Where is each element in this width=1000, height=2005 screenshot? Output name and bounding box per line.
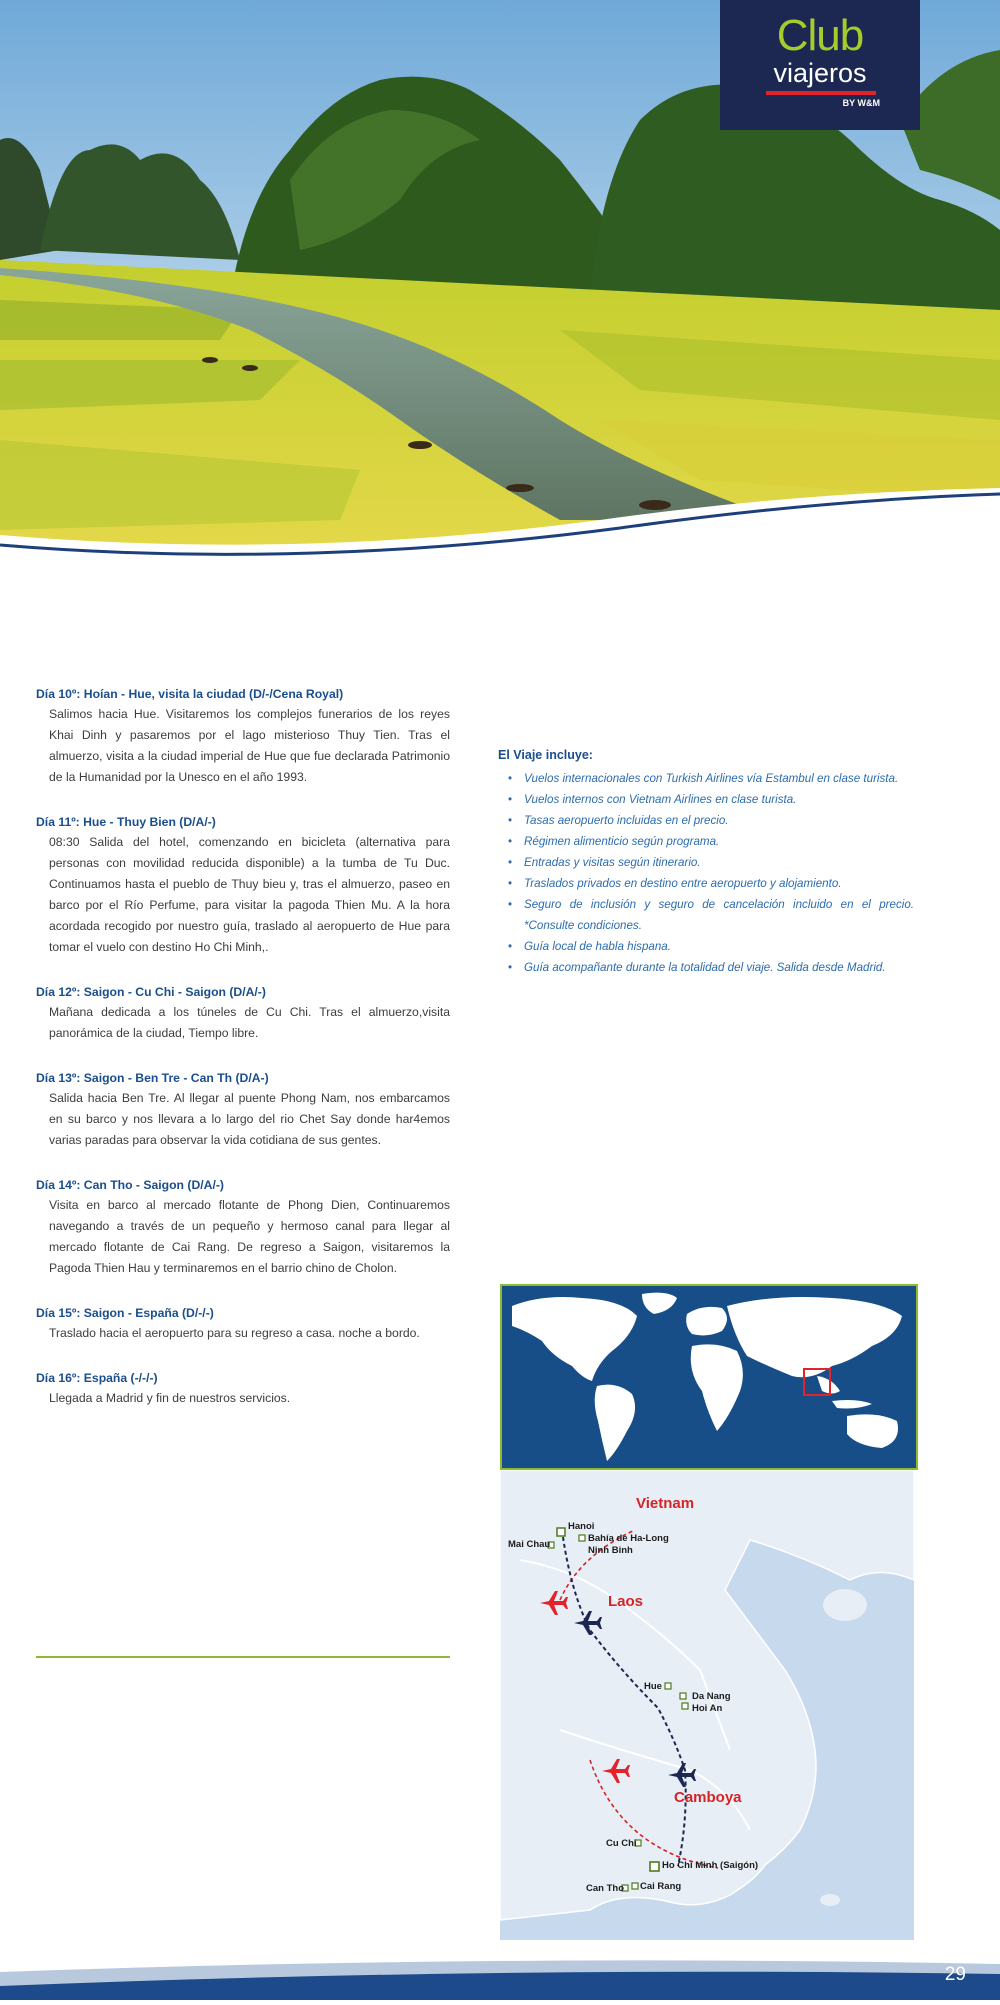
trip-includes xyxy=(498,746,914,978)
city-label-can-tho: Can Tho xyxy=(586,1883,624,1894)
city-label-hue: Hue xyxy=(644,1681,662,1692)
include-item: • Guía local de habla hispana. xyxy=(524,936,914,957)
navy-plane-icon xyxy=(572,1608,602,1638)
itinerary-day xyxy=(36,1175,450,1279)
route-map xyxy=(500,1470,914,1940)
day-title: Día 11º: Hue - Thuy Bien (D/A/-) xyxy=(36,815,216,829)
include-item: • Seguro de inclusión y seguro de cancelación incluido en el precio. *Consulte condiciones. xyxy=(524,894,914,936)
include-item: • Tasas aeropuerto incluidas en el precio. xyxy=(524,810,914,831)
city-label-cai-rang: Cai Rang xyxy=(640,1881,682,1892)
red-plane-icon xyxy=(600,1756,630,1786)
country-label-camboya: Camboya xyxy=(674,1789,742,1806)
day-description: Salida hacia Ben Tre. Al llegar al puente Phong Nam, nos embarcamos en su barco y nos llevara a lo largo del rio Chet Say donde har4emos varias paradas para observar la vida cotidiana de sus gentes. xyxy=(49,1091,450,1147)
divider-line xyxy=(36,1656,450,1658)
day-title: Día 12º: Saigon - Cu Chi - Saigon (D/A/-) xyxy=(36,985,266,999)
day-title: Día 10º: Hoían - Hue, visita la ciudad (D/-/Cena Royal) xyxy=(36,687,344,701)
include-item: • Guía acompañante durante la totalidad del viaje. Salida desde Madrid. xyxy=(524,957,914,978)
itinerary-day xyxy=(36,1368,450,1409)
red-plane-icon xyxy=(538,1588,568,1618)
city-label-cu-chi: Cu Chi xyxy=(606,1838,637,1849)
footer-wave xyxy=(0,1950,1000,2000)
day-description: Visita en barco al mercado flotante de Phong Dien, Continuaremos navegando a través de un pequeño y hermoso canal para llegar al mercado flotante de Cai Rang. De regreso a Saigon, visitaremos la Pagoda Thien Hau y terminaremos en el barrio chino de Cholon. xyxy=(49,1198,450,1275)
footer-band xyxy=(0,1950,1000,2000)
day-title: Día 13º: Saigon - Ben Tre - Can Th (D/A-) xyxy=(36,1071,269,1085)
day-title: Día 15º: Saigon - España (D/-/-) xyxy=(36,1306,214,1320)
city-label-ho-chi-minh: Ho Chi Minh (Saigón) xyxy=(662,1860,759,1871)
includes-list xyxy=(498,768,914,978)
world-map xyxy=(500,1284,918,1470)
club-viajeros-logo xyxy=(720,0,920,130)
day-description: Salimos hacia Hue. Visitaremos los complejos funerarios de los reyes Khai Dinh y pasaremos por el lago misterioso Thuy Tien. Tras el almuerzo, visita a la ciudad imperial de Hue que fue declarada Patrimonio de la Humanidad por la Unesco en el año 1993. xyxy=(49,707,450,784)
itinerary-day xyxy=(36,982,450,1044)
logo-viajeros: viajeros xyxy=(773,58,867,88)
city-label-da-nang: Da Nang xyxy=(692,1691,731,1702)
day-description: 08:30 Salida del hotel, comenzando en bicicleta (alternativa para personas con movilidad reducida disponible) a la tumba de Tu Duc. Continuamos hasta el pueblo de Thuy bieu y, tras el almuerzo, paseo en barco por el Río Perfume, para visitar la pagoda Thien Mu. A la hora acordada recogido por nuestro guía, traslado al aeropuerto de Hue para tomar el vuelo con destino Ho Chi Minh,. xyxy=(49,835,450,954)
include-item: • Entradas y visitas según itinerario. xyxy=(524,852,914,873)
navy-plane-icon xyxy=(666,1760,696,1790)
day-title: Día 14º: Can Tho - Saigon (D/A/-) xyxy=(36,1178,224,1192)
city-label-halong: Bahía de Ha-Long xyxy=(588,1533,669,1544)
city-label-hanoi: Hanoi xyxy=(568,1521,595,1532)
itinerary-day xyxy=(36,684,450,788)
day-title: Día 16º: España (-/-/-) xyxy=(36,1371,158,1385)
country-label-laos: Laos xyxy=(608,1593,644,1610)
include-item: • Vuelos internos con Vietnam Airlines en clase turista. xyxy=(524,789,914,810)
world-map-graphic xyxy=(502,1286,916,1468)
page-number: 29 xyxy=(944,1964,966,1985)
logo-club: Club xyxy=(776,11,864,60)
itinerary-day xyxy=(36,1068,450,1151)
itinerary-day xyxy=(36,812,450,958)
include-item: • Vuelos internacionales con Turkish Airlines vía Estambul en clase turista. xyxy=(524,768,914,789)
country-label-vietnam: Vietnam xyxy=(636,1495,695,1512)
day-description: Traslado hacia el aeropuerto para su regreso a casa. noche a bordo. xyxy=(49,1326,420,1340)
day-description: Llegada a Madrid y fin de nuestros servicios. xyxy=(49,1391,291,1405)
logo-red-bar xyxy=(766,91,876,95)
city-label-ninh-binh: Ninh Binh xyxy=(588,1545,633,1556)
itinerary-day xyxy=(36,1303,450,1344)
include-item: • Régimen alimenticio según programa. xyxy=(524,831,914,852)
city-label-hoi-an: Hoi An xyxy=(692,1703,723,1714)
city-label-mai-chau: Mai Chau xyxy=(508,1539,551,1550)
itinerary xyxy=(36,684,450,1433)
day-description: Mañana dedicada a los túneles de Cu Chi. Tras el almuerzo,visita panorámica de la ciudad, Tiempo libre. xyxy=(49,1005,450,1040)
include-item: • Traslados privados en destino entre aeropuerto y alojamiento. xyxy=(524,873,914,894)
logo-by: BY W&M xyxy=(842,98,880,108)
includes-title: El Viaje incluye: xyxy=(498,748,593,762)
